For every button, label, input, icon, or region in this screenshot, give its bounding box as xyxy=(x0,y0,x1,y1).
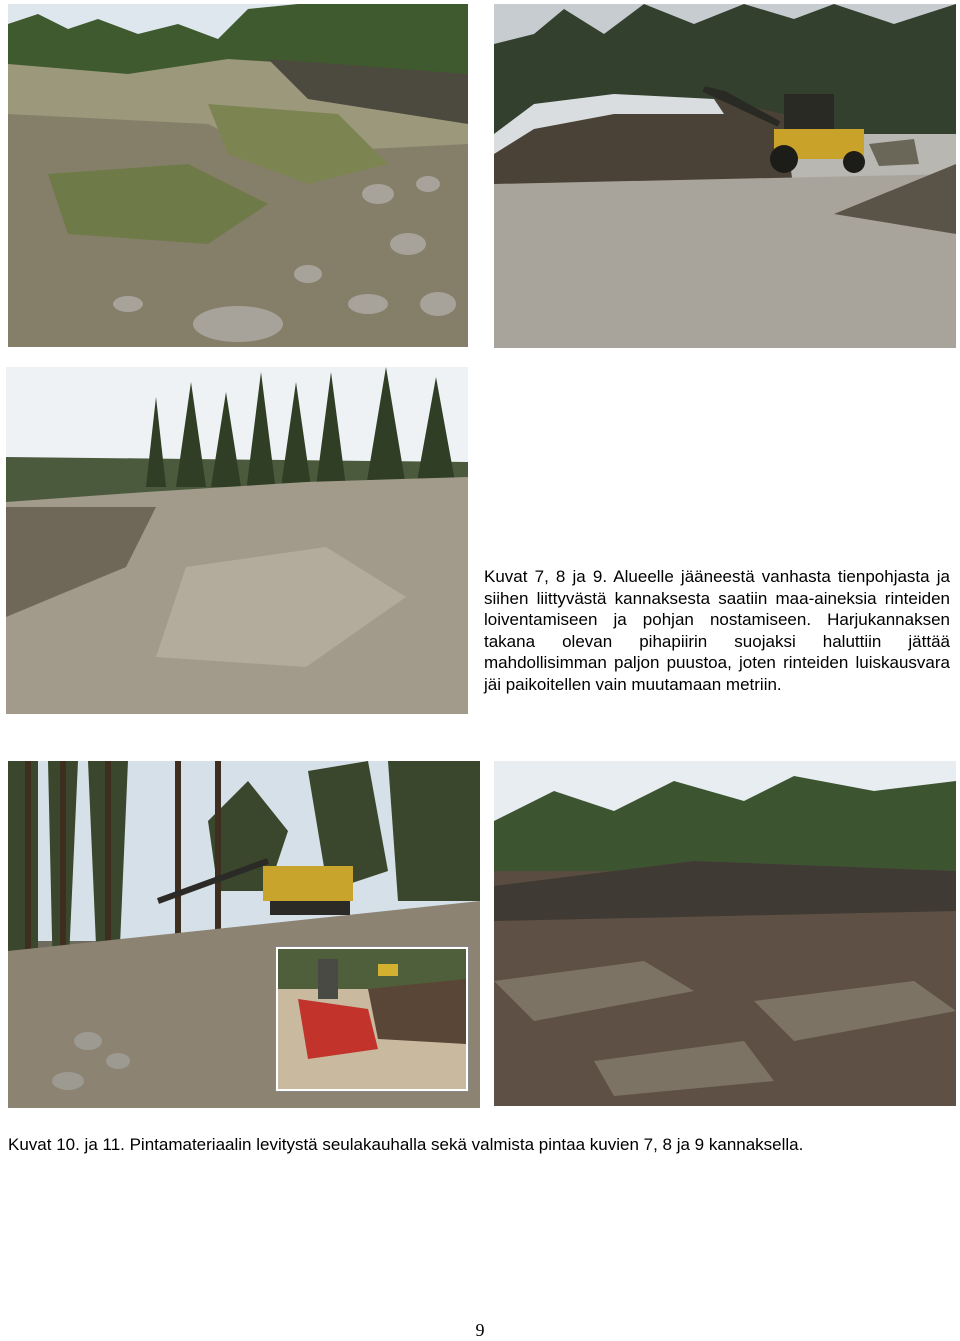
caption-kuvat-10-11: Kuvat 10. ja 11. Pintamateriaalin levitystä seulakauhalla sekä valmista pintaa kuvien 7, 8 ja 9 kannaksella. xyxy=(8,1135,804,1154)
photo-7-old-road-base xyxy=(8,4,468,347)
photo-11-finished-surface xyxy=(494,761,956,1106)
caption-kuvat-7-8-9: Kuvat 7, 8 ja 9. Alueelle jääneestä vanhasta tienpohjasta ja siihen liittyvästä kannaksesta saatiin maa-aineksia rinteiden loiventamiseen ja pohjan nostamiseen. Harjukannaksen takana olevan pihapiirin suojaksi haluttiin jättää mahdollisimman paljon puustoa, joten rinteiden luiskausvara jäi paikoitellen vain muutamaan metriin. xyxy=(484,567,950,694)
page-number: 9 xyxy=(475,1320,485,1340)
photo-8-backhoe-frost xyxy=(494,4,956,348)
photo-10-inset-screening-bucket xyxy=(276,947,468,1091)
photo-9-cleared-road-base xyxy=(6,367,468,714)
